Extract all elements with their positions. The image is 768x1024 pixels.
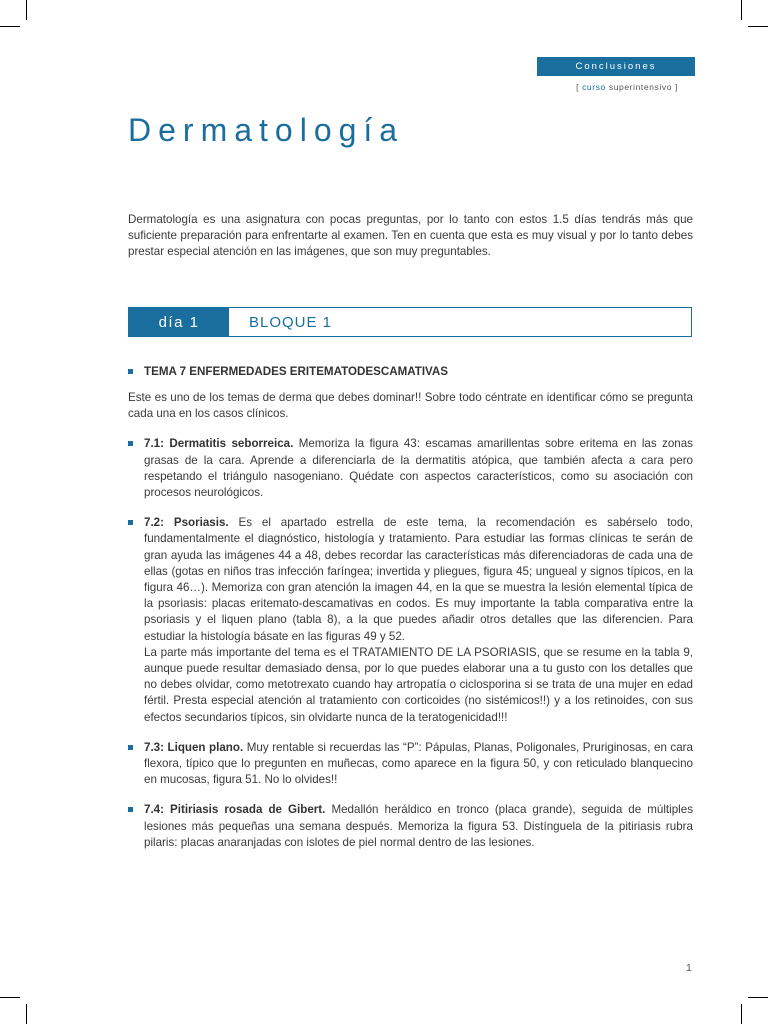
item-text: Medallón heráldico en tronco (placa grande), seguida de múltiples lesiones más pequeñas una semana después. Memoriza la figura 53. Distínguela de la pitiriasis rubra pilaris: placas anaranjadas con islotes de piel normal dentro de las lesiones. <box>144 803 693 849</box>
bullet-square-icon <box>128 520 133 525</box>
section-tag: Conclusiones <box>537 57 695 76</box>
list-item <box>128 436 693 501</box>
day-bar <box>128 307 692 337</box>
crop-mark <box>26 1004 27 1024</box>
crop-mark <box>748 997 768 998</box>
intro-paragraph: Dermatología es una asignatura con pocas preguntas, por lo tanto con estos 1.5 días tendrás más que suficiente preparación para enfrentarte al examen. Ten en cuenta que esta es muy visual y por lo tanto debes prestar especial atención en las imágenes, que son muy preguntables. <box>128 213 693 259</box>
item-title: 7.4: Pitiriasis rosada de Gibert. <box>144 803 326 817</box>
tema-intro: Este es uno de los temas de derma que debes dominar!! Sobre todo céntrate en identificar cómo se pregunta cada una en los casos clínicos. <box>128 391 693 421</box>
course-highlight: curso <box>582 82 606 92</box>
course-label <box>576 82 678 92</box>
item-title: 7.2: Psoriasis. <box>144 516 229 530</box>
course-rest: superintensivo <box>608 82 673 92</box>
item-title: 7.3: Liquen plano. <box>144 740 244 754</box>
bullet-square-icon <box>128 745 133 750</box>
list-item <box>128 515 693 726</box>
item-text: Muy rentable si recuerdas las “P”: Pápulas, Planas, Poligonales, Pruriginosas, en cara flexora, típico que lo pregunten en muñecas, como aparece en la figura 50, y con reticulado blanquecino en mucosas, figura 51. No lo olvides!! <box>144 740 693 787</box>
item-text-continued: La parte más importante del tema es el TRATAMIENTO DE LA PSORIASIS, que se resume en la tabla 9, aunque puede resultar demasiado densa, por lo que puedes elaborar una a tu gusto con los detalles que no debes olvidar, como metotrexato cuando hay artropatía o ciclosporina si se trata de una mujer en edad fértil. Presta especial atención al tratamiento con corticoides (no sistémicos!!) y a los retinoides, con sus efectos secundarios típicos, sin olvidarte nunca de la teratogenicidad!!! <box>144 645 693 724</box>
item-title: 7.1: Dermatitis seborreica. <box>144 437 294 451</box>
item-text: Memoriza la figura 43: escamas amarillentas sobre eritema en las zonas grasas de la cara. Aprende a diferenciarla de la dermatitis atópica, que también afecta a cara pero respetando el triángulo nasogeniano. Quédate con aspectos característicos, como su asociación con procesos neurológicos. <box>144 437 693 500</box>
crop-mark <box>26 0 27 20</box>
bullet-square-icon <box>128 369 133 374</box>
tema-heading <box>128 365 693 378</box>
item-text: Es el apartado estrella de este tema, la recomendación es sabérselo todo, fundamentalmente el diagnóstico, histología y tratamiento. Para estudiar las formas clínicas te serán de gran ayuda las imágenes 44 a 48, debes recordar las características más diferenciadoras de cada una de ellas (gotas en niños tras infección faríngea; invertida y pliegues, figura 45; ungueal y signos típicos, en la figura 46…). Memoriza con gran atención la imagen 44, en la que se muestra la lesión elemental típica de la psoriasis: placas eritemato-descamativas en codos. Es muy importante la tabla comparativa entre la psoriasis y el liquen plano (tabla 8), a la que puedes añadir otros detalles que las diferencien. Para estudiar la histología básate en las figuras 49 y 52. <box>144 516 693 643</box>
page-title: Dermatología <box>128 112 405 148</box>
crop-mark <box>741 0 742 20</box>
day-label: día 1 <box>129 308 229 336</box>
page-number: 1 <box>686 962 692 974</box>
bullet-square-icon <box>128 807 133 812</box>
crop-mark <box>0 26 20 27</box>
bullet-square-icon <box>128 441 133 446</box>
crop-mark <box>748 26 768 27</box>
course-bracket-open: [ <box>576 82 580 92</box>
crop-mark <box>741 1004 742 1024</box>
crop-mark <box>0 997 20 998</box>
block-label: BLOQUE 1 <box>249 313 333 331</box>
tema-heading-text: TEMA 7 ENFERMEDADES ERITEMATODESCAMATIVAS <box>144 365 449 378</box>
list-item <box>128 740 693 789</box>
content <box>128 365 693 865</box>
list-item <box>128 802 693 851</box>
course-bracket-close: ] <box>675 82 678 92</box>
